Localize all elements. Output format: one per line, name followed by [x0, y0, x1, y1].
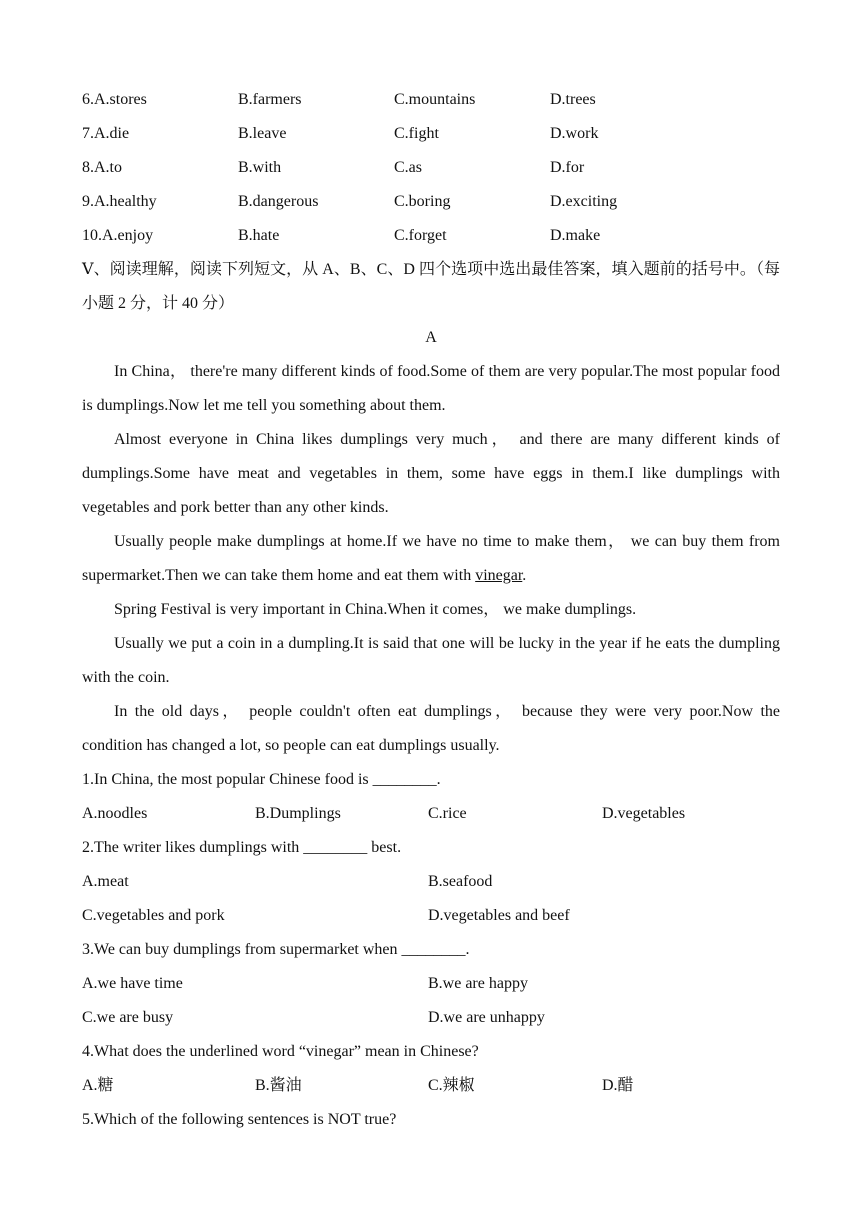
question-2-options-row-2 — [82, 899, 780, 933]
option-b: B.Dumplings — [255, 805, 341, 822]
underlined-word-vinegar: vinegar — [475, 567, 523, 584]
question-3-options-row-1 — [82, 967, 780, 1001]
option-b: B.farmers — [238, 91, 302, 108]
cloze-options-row-7 — [82, 117, 780, 151]
option-b: B.hate — [238, 227, 280, 244]
option-b: B.seafood — [428, 873, 493, 890]
option-c: C.forget — [394, 227, 447, 244]
passage-paragraph-3 — [82, 525, 780, 593]
section-heading: Ⅴ、阅读理解，阅读下列短文，从 A、B、C、D 四个选项中选出最佳答案，填入题前的括号中。（每小题 2 分，计 40 分） — [82, 261, 780, 312]
option-c: C.mountains — [394, 91, 476, 108]
question-3-options-row-2 — [82, 1001, 780, 1035]
exam-page — [82, 83, 780, 1137]
question-1-stem: 1.In China, the most popular Chinese food is ________. — [82, 771, 441, 788]
option-a: A.we have time — [82, 975, 183, 992]
option-d: D.make — [550, 227, 601, 244]
question-1-options — [82, 797, 780, 831]
question-5-stem: 5.Which of the following sentences is NOT true? — [82, 1111, 397, 1128]
question-3-stem: 3.We can buy dumplings from supermarket when ________. — [82, 941, 470, 958]
option-a: A.noodles — [82, 805, 148, 822]
passage-paragraph-5: Usually we put a coin in a dumpling.It is said that one will be lucky in the year if he eats the dumpling with the coin. — [82, 635, 780, 686]
question-4-options — [82, 1069, 780, 1103]
option-d: D.we are unhappy — [428, 1009, 545, 1026]
passage-paragraph-1: In China， there're many different kinds of food.Some of them are very popular.The most popular food is dumplings.Now let me tell you something about them. — [82, 363, 780, 414]
option-c: C.as — [394, 159, 422, 176]
option-a: 9.A.healthy — [82, 193, 157, 210]
option-d: D.work — [550, 125, 599, 142]
passage-label: A — [425, 329, 437, 346]
option-d: D.醋 — [602, 1077, 634, 1094]
option-a: A.meat — [82, 873, 129, 890]
option-a: 8.A.to — [82, 159, 122, 176]
option-d: D.trees — [550, 91, 596, 108]
cloze-options-row-9 — [82, 185, 780, 219]
cloze-options-row-6 — [82, 83, 780, 117]
question-4-stem: 4.What does the underlined word “vinegar” mean in Chinese? — [82, 1043, 479, 1060]
paragraph-text: Usually people make dumplings at home.If we have no time to make them， we can buy them from supermarket.Then we can take them home and eat them with — [82, 533, 780, 584]
passage-paragraph-6: In the old days， people couldn't often eat dumplings， because they were very poor.Now the condition has changed a lot, so people can eat dumplings usually. — [82, 703, 780, 754]
option-d: D.for — [550, 159, 585, 176]
option-b: B.酱油 — [255, 1077, 302, 1094]
question-2-stem: 2.The writer likes dumplings with ________ best. — [82, 839, 402, 856]
option-c: C.辣椒 — [428, 1077, 475, 1094]
cloze-options-row-10 — [82, 219, 780, 253]
option-c: C.boring — [394, 193, 451, 210]
passage-paragraph-4: Spring Festival is very important in China.When it comes， we make dumplings. — [114, 601, 637, 618]
passage-paragraph-2: Almost everyone in China likes dumplings very much， and there are many different kinds of dumplings.Some have meat and vegetables in them, some have eggs in them.I like dumplings with vegetables and pork better than any other kinds. — [82, 431, 780, 516]
option-d: D.vegetables — [602, 805, 686, 822]
question-2-options-row-1 — [82, 865, 780, 899]
option-b: B.we are happy — [428, 975, 528, 992]
option-b: B.leave — [238, 125, 287, 142]
option-a: 7.A.die — [82, 125, 130, 142]
option-b: B.with — [238, 159, 282, 176]
option-a: 6.A.stores — [82, 91, 147, 108]
option-c: C.vegetables and pork — [82, 907, 225, 924]
option-c: C.we are busy — [82, 1009, 174, 1026]
option-a: 10.A.enjoy — [82, 227, 154, 244]
option-a: A.糖 — [82, 1077, 114, 1094]
paragraph-text-end: . — [522, 567, 527, 584]
option-b: B.dangerous — [238, 193, 319, 210]
option-d: D.exciting — [550, 193, 618, 210]
option-c: C.rice — [428, 805, 467, 822]
option-c: C.fight — [394, 125, 439, 142]
option-d: D.vegetables and beef — [428, 907, 570, 924]
cloze-options-row-8 — [82, 151, 780, 185]
